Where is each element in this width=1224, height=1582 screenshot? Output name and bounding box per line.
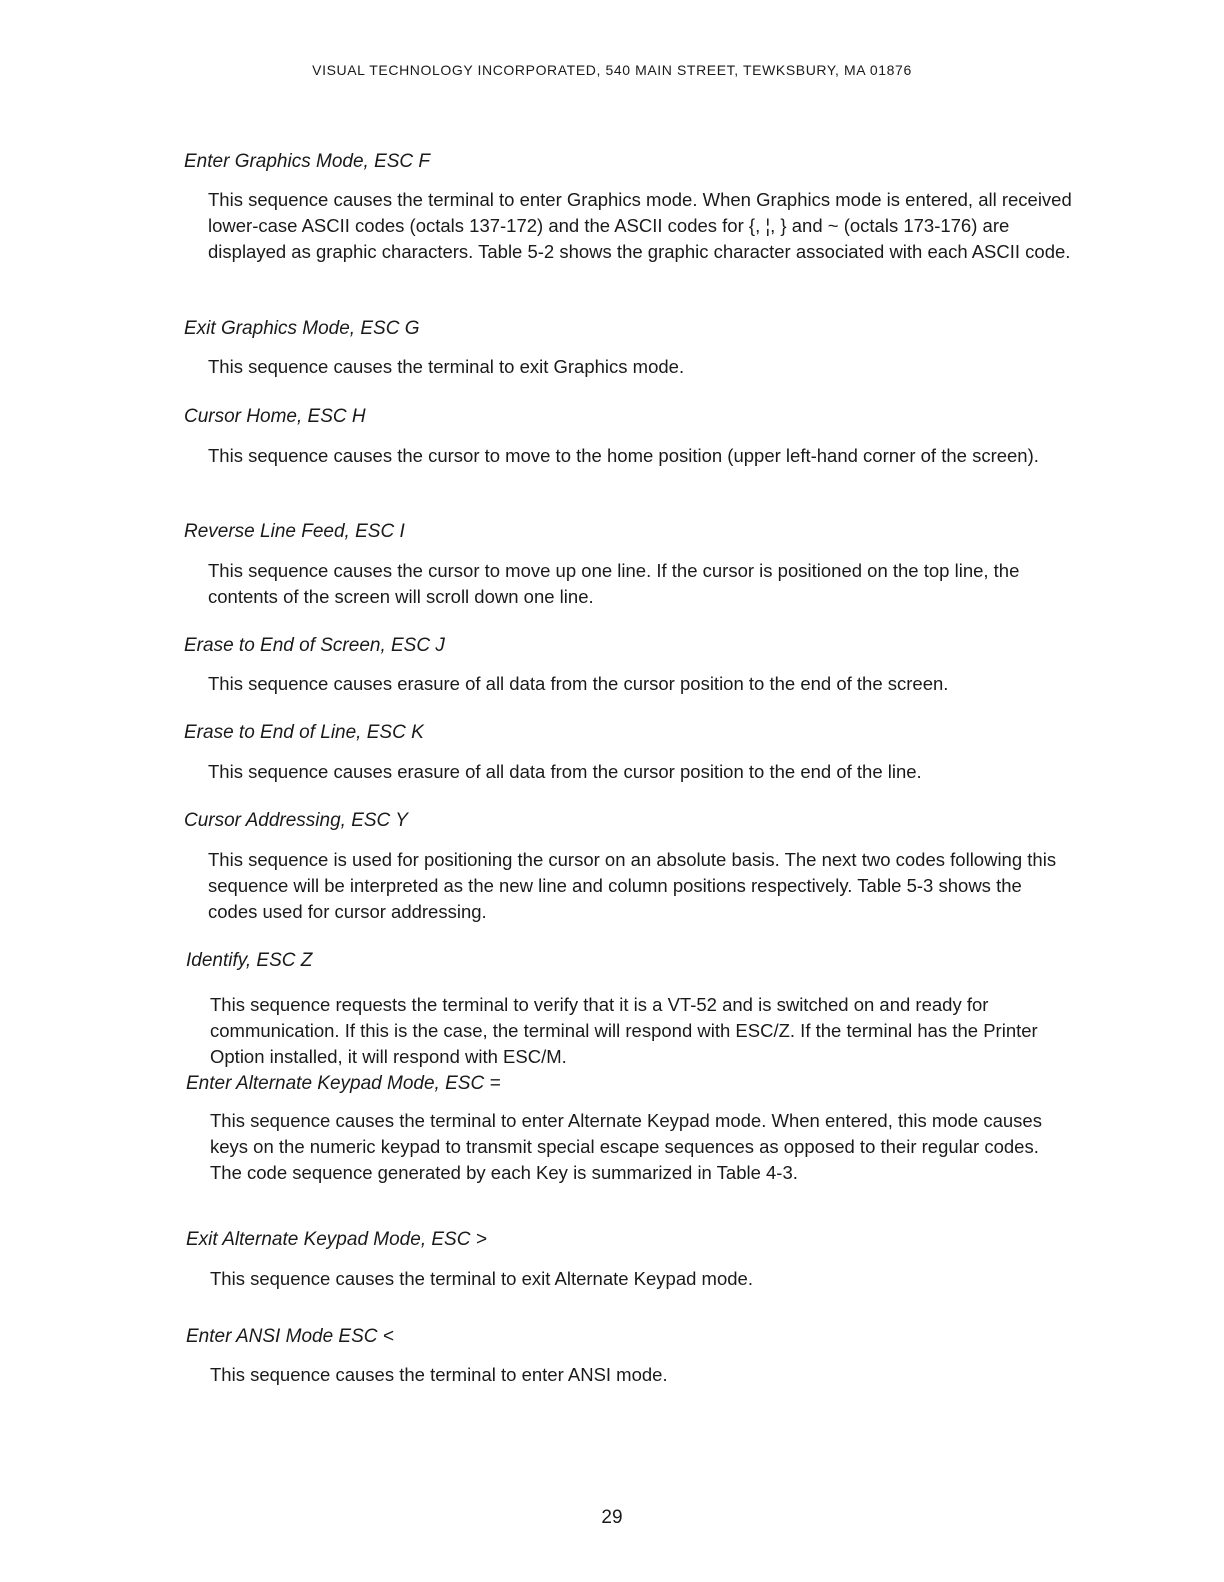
section-body: This sequence causes the terminal to exit Graphics mode. <box>208 356 685 377</box>
page-header: VISUAL TECHNOLOGY INCORPORATED, 540 MAIN STREET, TEWKSBURY, MA 01876 <box>312 62 912 78</box>
section-body: This sequence causes the terminal to enter Graphics mode. When Graphics mode is entered, all received lower-case ASCII codes (octals 137-172) and the ASCII codes for {, ¦, } and ~ (octals 173-176) are displayed as graphic characters. Table 5-2 shows the graphic character associated with each ASCII code. <box>208 189 1072 262</box>
section-title: Exit Alternate Keypad Mode, ESC > <box>186 1229 487 1250</box>
section-title: Exit Graphics Mode, ESC G <box>184 318 420 339</box>
section-body: This sequence causes the cursor to move up one line. If the cursor is positioned on the top line, the contents of the screen will scroll down one line. <box>208 560 1020 607</box>
section-title: Erase to End of Screen, ESC J <box>184 635 445 656</box>
section-title: Cursor Addressing, ESC Y <box>184 810 408 831</box>
section-title: Reverse Line Feed, ESC I <box>184 521 405 542</box>
section-title: Enter Alternate Keypad Mode, ESC = <box>186 1073 501 1094</box>
section-title: Enter Graphics Mode, ESC F <box>184 151 431 172</box>
section-body: This sequence causes erasure of all data from the cursor position to the end of the screen. <box>208 673 949 694</box>
section-title: Erase to End of Line, ESC K <box>184 722 424 743</box>
section-body: This sequence causes the terminal to enter ANSI mode. <box>210 1364 668 1385</box>
section-body: This sequence causes erasure of all data from the cursor position to the end of the line. <box>208 761 922 782</box>
page-number: 29 <box>601 1507 623 1528</box>
section-body: This sequence causes the cursor to move to the home position (upper left-hand corner of the screen). <box>208 445 1039 466</box>
section-body: This sequence requests the terminal to verify that it is a VT-52 and is switched on and ready for communication. If this is the case, the terminal will respond with ESC/Z. If the terminal has the Printer Option installed, it will respond with ESC/M. <box>210 994 1038 1067</box>
section-title: Identify, ESC Z <box>186 950 313 971</box>
section-title: Enter ANSI Mode ESC < <box>186 1326 394 1347</box>
section-body: This sequence causes the terminal to exit Alternate Keypad mode. <box>210 1268 753 1289</box>
section-body: This sequence causes the terminal to enter Alternate Keypad mode. When entered, this mode causes keys on the numeric keypad to transmit special escape sequences as opposed to their regular codes. The code sequence generated by each Key is summarized in Table 4-3. <box>210 1110 1042 1183</box>
section-title: Cursor Home, ESC H <box>184 406 366 427</box>
section-body: This sequence is used for positioning the cursor on an absolute basis. The next two codes following this sequence will be interpreted as the new line and column positions respectively. Table 5-3 shows the codes used for cursor addressing. <box>208 849 1057 922</box>
